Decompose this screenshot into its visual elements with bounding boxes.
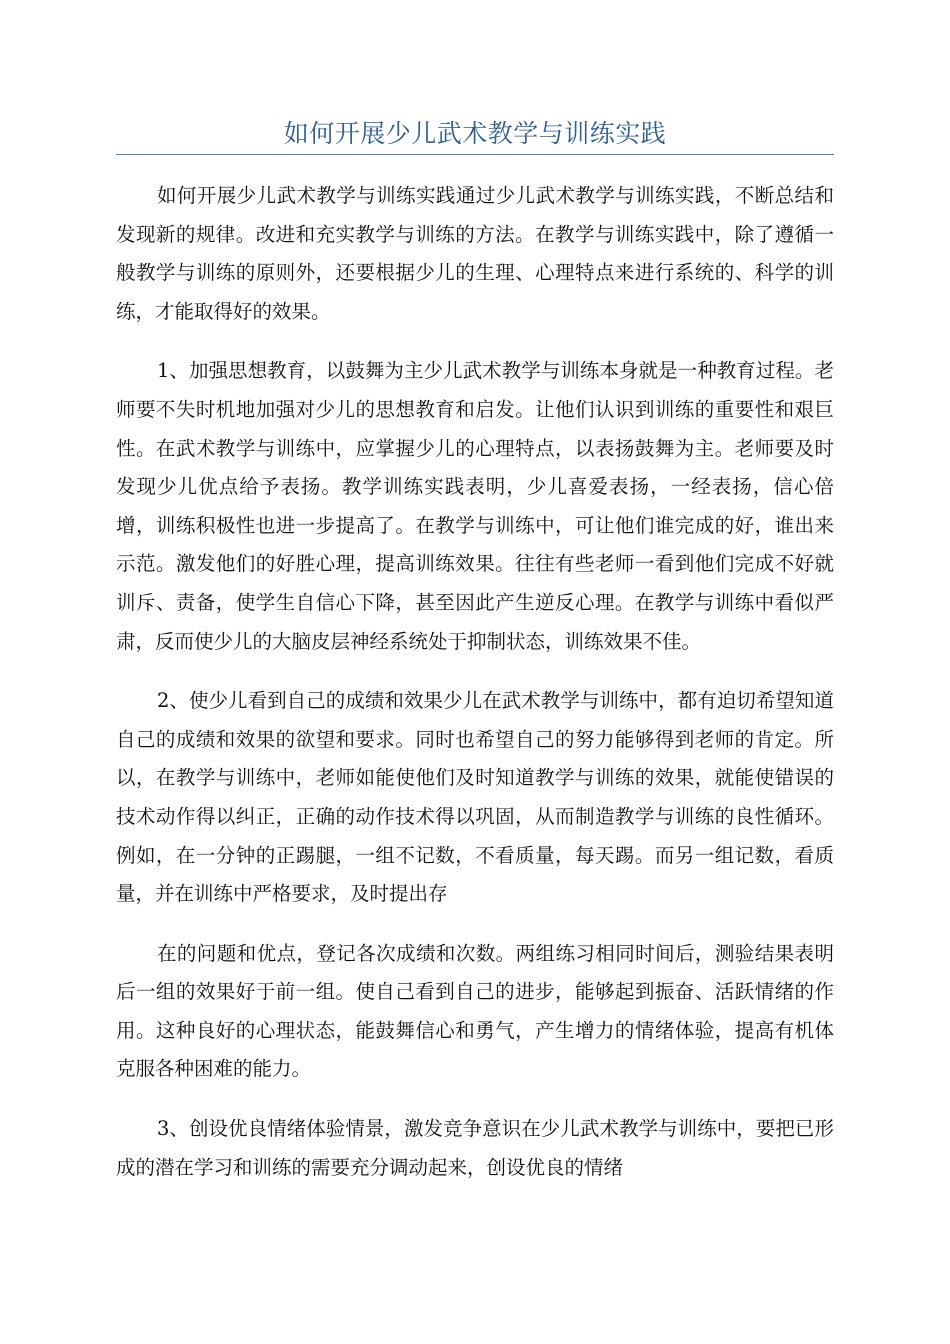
paragraph-intro: 如何开展少儿武术教学与训练实践通过少儿武术教学与训练实践，不断总结和发现新的规律。改进和充实教学与训练的方法。在教学与训练实践中，除了遵循一般教学与训练的原则外，还要根据少儿的生理、心理特点来进行系统的、科学的训练，才能取得好的效果。 [116, 184, 834, 323]
paragraph-section-2: 2、使少儿看到自己的成绩和效果少儿在武术教学与训练中，都有迫切希望知道自己的成绩和效果的欲望和要求。同时也希望自己的努力能够得到老师的肯定。所以，在教学与训练中，老师如能使他们及时知道教学与训练的效果，就能使错误的技术动作得以纠正，正确的动作技术得以巩固，从而制造教学与训练的良性循环。例如，在一分钟的正踢腿，一组不记数，不看质量，每天踢。而另一组记数，看质量，并在训练中严格要求，及时提出存 [116, 689, 834, 906]
document-page [116, 0, 834, 1208]
paragraph-section-1: 1、加强思想教育，以鼓舞为主少儿武术教学与训练本身就是一种教育过程。老师要不失时机地加强对少儿的思想教育和启发。让他们认识到训练的重要性和艰巨性。在武术教学与训练中，应掌握少儿的心理特点，以表扬鼓舞为主。老师要及时发现少儿优点给予表扬。教学训练实践表明，少儿喜爱表扬，一经表扬，信心倍增，训练积极性也进一步提高了。在教学与训练中，可让他们谁完成的好，谁出来示范。激发他们的好胜心理，提高训练效果。往往有些老师一看到他们完成不好就训斥、责备，使学生自信心下降，甚至因此产生逆反心理。在教学与训练中看似严肃，反而使少儿的大脑皮层神经系统处于抑制状态，训练效果不佳。 [116, 359, 834, 653]
paragraph-section-3: 3、创设优良情绪体验情景，激发竞争意识在少儿武术教学与训练中，要把已形成的潜在学习和训练的需要充分调动起来，创设优良的情绪 [116, 1117, 834, 1179]
document-title: 如何开展少儿武术教学与训练实践 [283, 119, 667, 148]
title-underline [116, 154, 834, 155]
paragraph-section-2-continued: 在的问题和优点，登记各次成绩和次数。两组练习相同时间后，测验结果表明后一组的效果好于前一组。使自己看到自己的进步，能够起到振奋、活跃情绪的作用。这种良好的心理状态，能鼓舞信心和勇气，产生增力的情绪体验，提高有机体克服各种困难的能力。 [116, 941, 834, 1081]
